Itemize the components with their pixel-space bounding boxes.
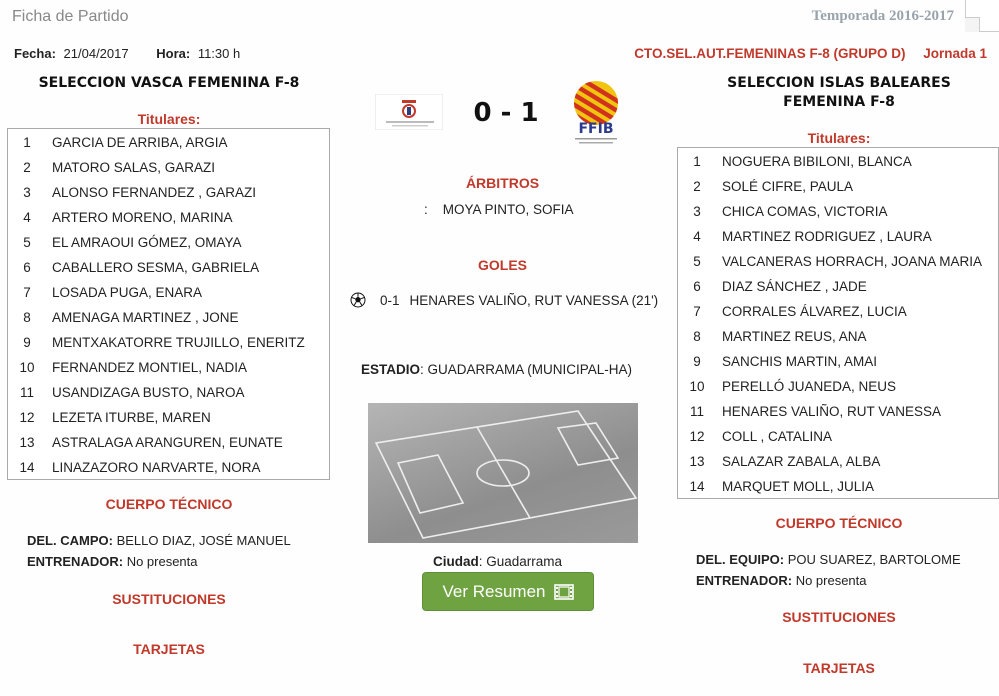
player-row — [8, 205, 329, 230]
match-date: 21/04/2017 — [63, 46, 129, 61]
player-name: PERELLÓ JUANEDA, NEUS — [722, 379, 897, 394]
home-cards-title: TARJETAS — [133, 641, 205, 657]
home-lineup — [7, 128, 330, 480]
player-row — [678, 149, 998, 174]
home-staff-title: CUERPO TÉCNICO — [105, 496, 233, 512]
city-info: Ciudad: Guadarrama — [433, 554, 563, 569]
player-name: MARTINEZ REUS, ANA — [722, 329, 867, 344]
goal-row — [350, 292, 658, 308]
player-row — [8, 330, 329, 355]
player-row — [8, 430, 329, 455]
player-name: HENARES VALIÑO, RUT VANESSA — [722, 404, 942, 419]
player-number: 13 — [689, 454, 705, 469]
referees-title: ÁRBITROS — [465, 175, 540, 191]
away-team-name-line1: SELECCION ISLAS BALEARES — [727, 75, 951, 91]
player-name: MENTXAKATORRE TRUJILLO, ENERITZ — [52, 335, 305, 350]
player-name: MATORO SALAS, GARAZI — [52, 160, 216, 175]
film-icon — [554, 584, 574, 600]
stadium-label: ESTADIO — [361, 362, 421, 377]
player-row — [678, 249, 998, 274]
player-number: 12 — [19, 410, 35, 425]
player-name: EL AMRAOUI GÓMEZ, OMAYA — [52, 235, 242, 250]
player-row — [678, 349, 998, 374]
away-staff-title: CUERPO TÉCNICO — [775, 515, 903, 531]
player-number: 3 — [23, 185, 31, 200]
referee-name: : MOYA PINTO, SOFIA — [424, 202, 574, 217]
player-number: 8 — [693, 329, 701, 344]
player-number: 11 — [19, 385, 34, 400]
player-number: 2 — [693, 179, 701, 194]
player-name: LINAZAZORO NARVARTE, NORA — [52, 460, 261, 475]
competition-name: CTO.SEL.AUT.FEMENINAS F-8 (GRUPO D) — [634, 46, 906, 61]
round-label: Jornada 1 — [923, 46, 987, 61]
player-name: MARQUET MOLL, JULIA — [722, 479, 875, 494]
player-number: 14 — [19, 460, 35, 475]
city-label: Ciudad — [433, 554, 479, 569]
home-staff-row: DEL. CAMPO: BELLO DIAZ, JOSÉ MANUEL — [27, 533, 291, 548]
stadium-image — [368, 403, 638, 543]
match-time: 11:30 h — [197, 46, 241, 61]
city-name: Guadarrama — [486, 554, 563, 569]
player-row — [8, 380, 329, 405]
player-row — [678, 199, 998, 224]
player-number: 3 — [693, 204, 701, 219]
view-summary-button[interactable] — [422, 572, 594, 611]
player-row — [8, 305, 329, 330]
player-number: 6 — [23, 260, 31, 275]
player-row — [8, 155, 329, 180]
away-team-logo — [563, 78, 629, 148]
player-name: SOLÉ CIFRE, PAULA — [722, 179, 854, 194]
away-cards-title: TARJETAS — [803, 660, 875, 676]
page-curl-icon — [965, 0, 999, 32]
player-number: 7 — [23, 285, 31, 300]
home-staff-row: ENTRENADOR: No presenta — [27, 554, 198, 569]
view-summary-label: Ver Resumen — [442, 581, 546, 601]
home-team-logo — [375, 94, 443, 130]
goal-score: 0-1 — [380, 292, 400, 308]
player-number: 2 — [23, 160, 31, 175]
player-number: 14 — [689, 479, 705, 494]
player-row — [8, 280, 329, 305]
player-row — [8, 230, 329, 255]
player-number: 10 — [689, 379, 705, 394]
match-meta — [14, 46, 240, 61]
player-name: MARTINEZ RODRIGUEZ , LAURA — [722, 229, 932, 244]
player-name: ALONSO FERNANDEZ , GARAZI — [52, 185, 257, 200]
away-starters-title: Titulares: — [807, 130, 871, 146]
player-name: LOSADA PUGA, ENARA — [52, 285, 203, 300]
player-number: 11 — [689, 404, 704, 419]
player-name: CHICA COMAS, VICTORIA — [722, 204, 888, 219]
player-row — [8, 130, 329, 155]
goals-title: GOLES — [477, 257, 527, 273]
player-number: 5 — [693, 254, 701, 269]
player-name: USANDIZAGA BUSTO, NAROA — [52, 385, 245, 400]
stadium-info: ESTADIO: GUADARRAMA (MUNICIPAL-HA) — [361, 362, 633, 377]
player-number: 9 — [693, 354, 701, 369]
player-row — [678, 174, 998, 199]
player-row — [678, 424, 998, 449]
player-name: ARTERO MORENO, MARINA — [52, 210, 233, 225]
player-number: 4 — [693, 229, 701, 244]
player-name: CORRALES ÁLVAREZ, LUCIA — [722, 304, 907, 319]
player-row — [8, 455, 329, 480]
player-number: 6 — [693, 279, 701, 294]
away-staff — [696, 549, 961, 591]
away-logo-text: FFIB — [578, 121, 614, 137]
player-name: DIAZ SÁNCHEZ , JADE — [722, 279, 867, 294]
player-number: 1 — [693, 154, 701, 169]
player-name: CABALLERO SESMA, GABRIELA — [52, 260, 260, 275]
away-lineup — [677, 147, 999, 499]
home-staff — [27, 530, 291, 572]
player-row — [678, 474, 998, 499]
player-name: GARCIA DE ARRIBA, ARGIA — [52, 135, 228, 150]
player-row — [8, 355, 329, 380]
player-number: 12 — [689, 429, 705, 444]
player-row — [678, 374, 998, 399]
player-name: LEZETA ITURBE, MAREN — [52, 410, 211, 425]
player-number: 13 — [19, 435, 35, 450]
home-subs-title: SUSTITUCIONES — [112, 591, 226, 607]
player-row — [8, 255, 329, 280]
away-team-name — [678, 74, 999, 112]
player-number: 7 — [693, 304, 701, 319]
page-title: Ficha de Partido — [12, 8, 129, 25]
player-number: 10 — [19, 360, 35, 375]
player-name: SALAZAR ZABALA, ALBA — [722, 454, 881, 469]
player-name: NOGUERA BIBILONI, BLANCA — [722, 154, 912, 169]
away-staff-row: DEL. EQUIPO: POU SUAREZ, BARTOLOME — [696, 552, 961, 567]
player-name: VALCANERAS HORRACH, JOANA MARIA — [722, 254, 983, 269]
home-starters-title: Titulares: — [137, 111, 201, 127]
player-number: 9 — [23, 335, 31, 350]
goal-scorer: HENARES VALIÑO, RUT VANESSA (21') — [409, 292, 659, 308]
player-number: 4 — [23, 210, 31, 225]
player-row — [8, 405, 329, 430]
match-score: 0 - 1 — [473, 98, 539, 128]
away-subs-title: SUSTITUCIONES — [782, 609, 896, 625]
stadium-name: GUADARRAMA (MUNICIPAL-HA) — [427, 362, 633, 377]
player-name: FERNANDEZ MONTIEL, NADIA — [52, 360, 248, 375]
player-name: ASTRALAGA ARANGUREN, EUNATE — [52, 435, 283, 450]
player-name: COLL , CATALINA — [722, 429, 833, 444]
player-row — [678, 449, 998, 474]
player-row — [678, 274, 998, 299]
season-label: Temporada 2016-2017 — [811, 8, 954, 24]
player-row — [678, 324, 998, 349]
player-number: 1 — [23, 135, 31, 150]
date-label: Fecha: — [14, 46, 56, 61]
home-team-name: SELECCION VASCA FEMENINA F-8 — [38, 75, 300, 91]
player-number: 5 — [23, 235, 31, 250]
away-staff-row: ENTRENADOR: No presenta — [696, 573, 867, 588]
player-row — [8, 180, 329, 205]
player-name: SANCHIS MARTIN, AMAI — [722, 354, 878, 369]
player-name: AMENAGA MARTINEZ , JONE — [52, 310, 239, 325]
soccer-ball-icon — [350, 292, 366, 308]
time-label: Hora: — [156, 46, 191, 61]
player-row — [678, 399, 998, 424]
player-number: 8 — [23, 310, 31, 325]
player-row — [678, 299, 998, 324]
away-team-name-line2: FEMENINA F-8 — [783, 94, 895, 110]
competition-info — [634, 46, 987, 61]
player-row — [678, 224, 998, 249]
